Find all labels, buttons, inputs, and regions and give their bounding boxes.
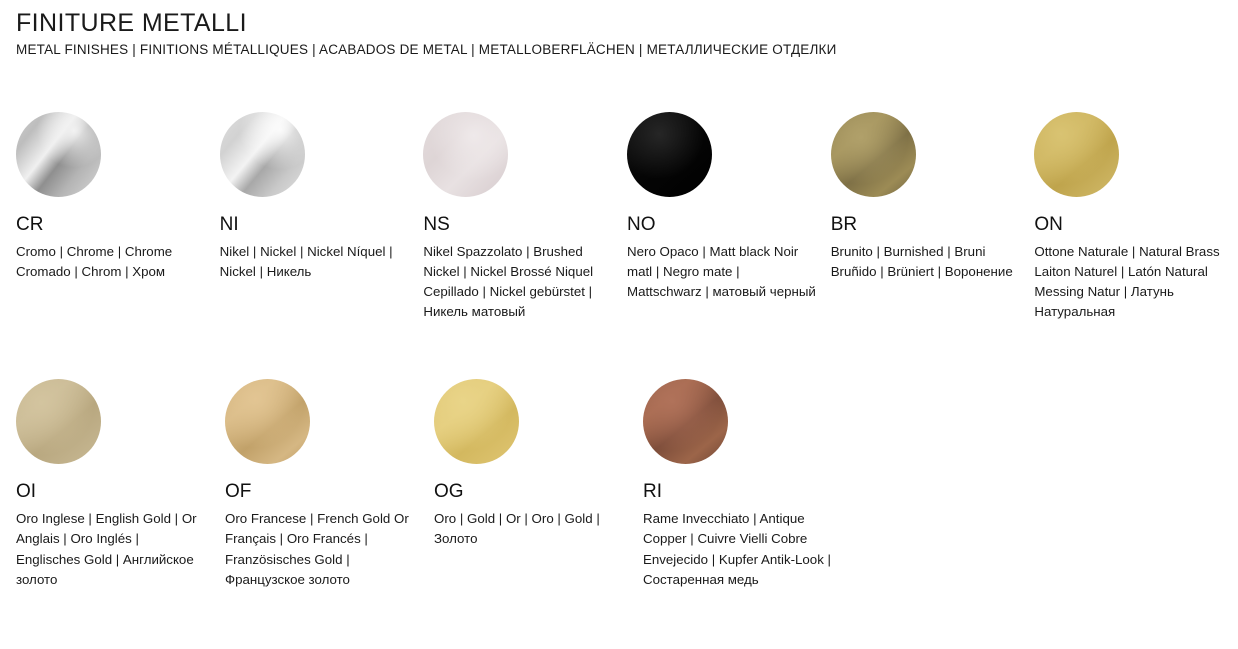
finish-description: Nikel | Nickel | Nickel Níquel | Nickel | Никель xyxy=(219,243,393,279)
finish-item-ni xyxy=(220,112,424,282)
finish-code: RI xyxy=(643,481,662,503)
finish-description: Oro Inglese | English Gold | Or Anglais | Oro Inglés | Englisches Gold | Английское золото xyxy=(16,511,197,587)
finish-description: Ottone Naturale | Natural Brass Laiton Naturel | Latón Natural Messing Natur | Латунь Натуральная xyxy=(1034,243,1220,320)
finish-item-of xyxy=(225,379,434,590)
french-gold-swatch xyxy=(225,379,310,464)
finish-item-no xyxy=(627,112,831,303)
antique-copper-swatch xyxy=(643,379,728,464)
finish-description: Oro Francese | French Gold Or Français | Oro Francés | Französisches Gold | Французское золото xyxy=(225,511,409,587)
finish-item-og xyxy=(434,379,643,549)
finish-item-ns xyxy=(423,112,627,323)
finish-code: ON xyxy=(1034,213,1063,235)
finish-code: NS xyxy=(423,213,450,235)
page-subtitle: METAL FINISHES | FINITIONS MÉTALLIQUES | ACABADOS DE METAL | METALLOBERFLÄCHEN | МЕТАЛЛИЧЕСКИЕ ОТДЕЛКИ xyxy=(16,41,837,57)
finish-description: Rame Invecchiato | Antique Copper | Cuivre Vielli Cobre Envejecido | Kupfer Antik-Look | Состаренная медь xyxy=(643,511,832,587)
finish-code: NO xyxy=(627,213,656,235)
finish-description: Brunito | Burnished | Bruni Bruñido | Brüniert | Воронение xyxy=(830,243,1013,279)
gold-swatch xyxy=(434,379,519,464)
finish-code: CR xyxy=(16,213,44,235)
finish-description: Nikel Spazzolato | Brushed Nickel | Nickel Brossé Niquel Cepillado | Nickel gebürstet | Никель матовый xyxy=(423,243,594,320)
finish-description: Oro | Gold | Or | Oro | Gold | Золото xyxy=(434,511,600,547)
finish-code: OF xyxy=(225,481,252,503)
matt-black-swatch xyxy=(627,112,712,197)
finish-code: OI xyxy=(16,481,37,503)
finishes-row-1 xyxy=(16,112,1238,323)
chrome-swatch xyxy=(16,112,101,197)
finishes-grid xyxy=(0,112,1238,590)
finish-item-cr xyxy=(16,112,220,282)
finish-item-on xyxy=(1034,112,1238,323)
finish-item-br xyxy=(831,112,1035,282)
finish-code: BR xyxy=(830,213,858,235)
finish-description: Nero Opaco | Matt black Noir matl | Negro mate | Mattschwarz | матовый черный xyxy=(627,243,816,299)
page-title: FINITURE METALLI xyxy=(16,9,247,37)
finish-item-ri xyxy=(643,379,852,590)
finishes-row-2 xyxy=(16,379,1238,590)
page-header xyxy=(0,0,1238,58)
nickel-swatch xyxy=(220,112,305,197)
finish-description: Cromo | Chrome | Chrome Cromado | Chrom | Хром xyxy=(16,243,173,279)
finish-item-oi xyxy=(16,379,225,590)
finish-code: OG xyxy=(434,481,464,503)
english-gold-swatch xyxy=(16,379,101,464)
burnished-swatch xyxy=(831,112,916,197)
finish-code: NI xyxy=(219,213,239,235)
brushed-nickel-swatch xyxy=(423,112,508,197)
natural-brass-swatch xyxy=(1034,112,1119,197)
